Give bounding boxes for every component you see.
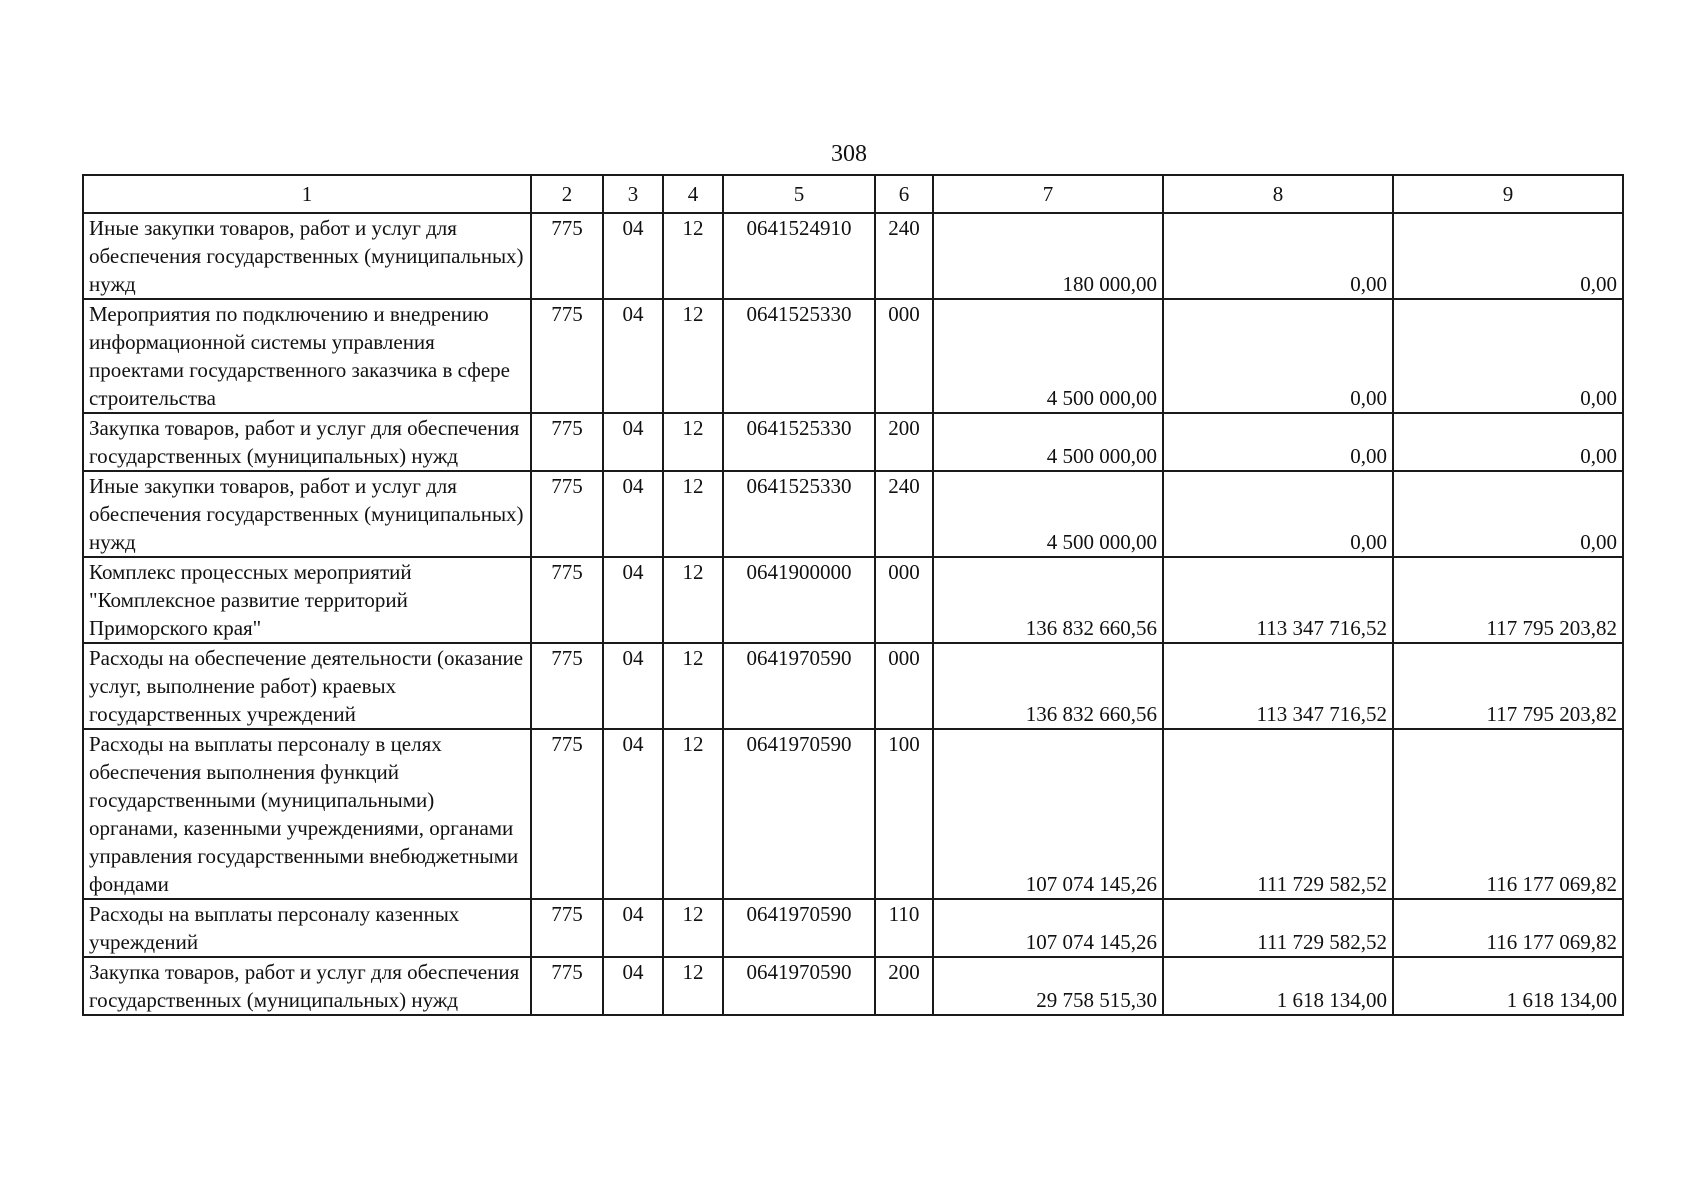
amount-col9: 0,00: [1393, 213, 1623, 299]
section-code: 04: [603, 899, 663, 957]
table-row: [83, 471, 1623, 557]
amount-col9: 0,00: [1393, 299, 1623, 413]
ministry-code: 775: [531, 899, 603, 957]
budget-table: [82, 174, 1624, 1016]
expense-type-code: 200: [875, 957, 933, 1015]
table-row: [83, 557, 1623, 643]
amount-col7: 4 500 000,00: [933, 299, 1163, 413]
subsection-code: 12: [663, 213, 723, 299]
section-code: 04: [603, 413, 663, 471]
subsection-code: 12: [663, 957, 723, 1015]
ministry-code: 775: [531, 413, 603, 471]
expense-name: Комплекс процессных мероприятий "Комплексное развитие территорий Приморского края": [83, 557, 531, 643]
amount-col8: 0,00: [1163, 299, 1393, 413]
target-article-code: 0641524910: [723, 213, 875, 299]
ministry-code: 775: [531, 299, 603, 413]
expense-type-code: 240: [875, 471, 933, 557]
target-article-code: 0641525330: [723, 413, 875, 471]
expense-name: Расходы на выплаты персоналу казенных учреждений: [83, 899, 531, 957]
subsection-code: 12: [663, 471, 723, 557]
amount-col8: 0,00: [1163, 471, 1393, 557]
table-row: [83, 213, 1623, 299]
column-header: 8: [1163, 175, 1393, 213]
column-header: 7: [933, 175, 1163, 213]
expense-name: Закупка товаров, работ и услуг для обеспечения государственных (муниципальных) нужд: [83, 957, 531, 1015]
expense-name: Мероприятия по подключению и внедрению информационной системы управления проектами государственного заказчика в сфере строительства: [83, 299, 531, 413]
table-row: [83, 413, 1623, 471]
ministry-code: 775: [531, 643, 603, 729]
table-row: [83, 899, 1623, 957]
amount-col7: 29 758 515,30: [933, 957, 1163, 1015]
target-article-code: 0641525330: [723, 471, 875, 557]
subsection-code: 12: [663, 643, 723, 729]
section-code: 04: [603, 729, 663, 899]
ministry-code: 775: [531, 729, 603, 899]
column-header: 3: [603, 175, 663, 213]
header-row: [83, 175, 1623, 213]
target-article-code: 0641970590: [723, 729, 875, 899]
subsection-code: 12: [663, 299, 723, 413]
amount-col9: 116 177 069,82: [1393, 899, 1623, 957]
amount-col8: 113 347 716,52: [1163, 557, 1393, 643]
section-code: 04: [603, 957, 663, 1015]
amount-col9: 1 618 134,00: [1393, 957, 1623, 1015]
amount-col7: 107 074 145,26: [933, 899, 1163, 957]
expense-name: Расходы на выплаты персоналу в целях обеспечения выполнения функций государственными (муниципальными) органами, казенными учреждениями, органами управления государственными внебюджетными фондами: [83, 729, 531, 899]
expense-name: Закупка товаров, работ и услуг для обеспечения государственных (муниципальных) нужд: [83, 413, 531, 471]
expense-type-code: 000: [875, 643, 933, 729]
amount-col9: 0,00: [1393, 471, 1623, 557]
table-row: [83, 957, 1623, 1015]
subsection-code: 12: [663, 557, 723, 643]
section-code: 04: [603, 643, 663, 729]
table-row: [83, 729, 1623, 899]
target-article-code: 0641970590: [723, 899, 875, 957]
column-header: 4: [663, 175, 723, 213]
table-row: [83, 299, 1623, 413]
column-header: 1: [83, 175, 531, 213]
expense-type-code: 200: [875, 413, 933, 471]
column-header: 6: [875, 175, 933, 213]
amount-col8: 1 618 134,00: [1163, 957, 1393, 1015]
ministry-code: 775: [531, 557, 603, 643]
page-number: 308: [831, 141, 867, 167]
ministry-code: 775: [531, 213, 603, 299]
target-article-code: 0641900000: [723, 557, 875, 643]
amount-col9: 0,00: [1393, 413, 1623, 471]
expense-name: Иные закупки товаров, работ и услуг для обеспечения государственных (муниципальных) нужд: [83, 213, 531, 299]
section-code: 04: [603, 213, 663, 299]
column-header: 5: [723, 175, 875, 213]
target-article-code: 0641525330: [723, 299, 875, 413]
target-article-code: 0641970590: [723, 643, 875, 729]
amount-col7: 4 500 000,00: [933, 413, 1163, 471]
subsection-code: 12: [663, 899, 723, 957]
amount-col7: 4 500 000,00: [933, 471, 1163, 557]
expense-type-code: 100: [875, 729, 933, 899]
expense-type-code: 000: [875, 299, 933, 413]
amount-col7: 136 832 660,56: [933, 643, 1163, 729]
column-header: 9: [1393, 175, 1623, 213]
amount-col7: 136 832 660,56: [933, 557, 1163, 643]
ministry-code: 775: [531, 957, 603, 1015]
table-row: [83, 643, 1623, 729]
expense-type-code: 000: [875, 557, 933, 643]
amount-col9: 117 795 203,82: [1393, 557, 1623, 643]
amount-col8: 111 729 582,52: [1163, 729, 1393, 899]
amount-col9: 117 795 203,82: [1393, 643, 1623, 729]
amount-col7: 107 074 145,26: [933, 729, 1163, 899]
target-article-code: 0641970590: [723, 957, 875, 1015]
section-code: 04: [603, 471, 663, 557]
expense-type-code: 240: [875, 213, 933, 299]
ministry-code: 775: [531, 471, 603, 557]
expense-name: Иные закупки товаров, работ и услуг для обеспечения государственных (муниципальных) нужд: [83, 471, 531, 557]
subsection-code: 12: [663, 413, 723, 471]
amount-col7: 180 000,00: [933, 213, 1163, 299]
section-code: 04: [603, 299, 663, 413]
subsection-code: 12: [663, 729, 723, 899]
amount-col8: 111 729 582,52: [1163, 899, 1393, 957]
column-header: 2: [531, 175, 603, 213]
section-code: 04: [603, 557, 663, 643]
amount-col8: 0,00: [1163, 213, 1393, 299]
amount-col8: 0,00: [1163, 413, 1393, 471]
amount-col8: 113 347 716,52: [1163, 643, 1393, 729]
expense-type-code: 110: [875, 899, 933, 957]
expense-name: Расходы на обеспечение деятельности (оказание услуг, выполнение работ) краевых государственных учреждений: [83, 643, 531, 729]
amount-col9: 116 177 069,82: [1393, 729, 1623, 899]
